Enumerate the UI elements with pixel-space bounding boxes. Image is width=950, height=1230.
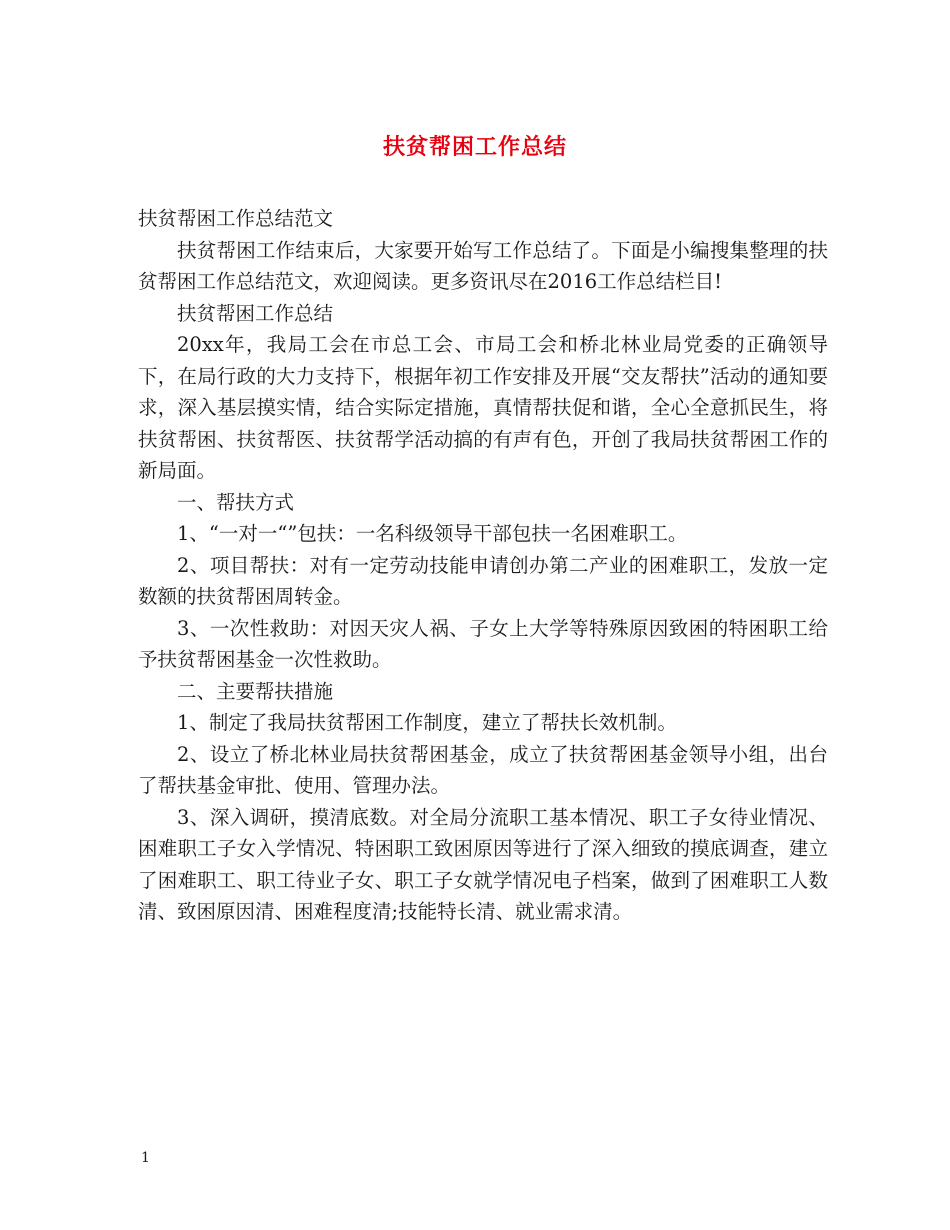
list-item: 2、设立了桥北林业局扶贫帮困基金，成立了扶贫帮困基金领导小组，出台了帮扶基金审批、使用、管理办法。 [138, 742, 828, 797]
list-item: 1、“一对一“”包扶：一名科级领导干部包扶一名困难职工。 [177, 522, 688, 545]
paragraph: 扶贫帮困工作总结 [177, 301, 334, 325]
page-number: 1 [141, 1150, 150, 1166]
paragraph: 扶贫帮困工作结束后，大家要开始写工作总结了。下面是小编搜集整理的扶贫帮困工作总结范文，欢迎阅读。更多资讯尽在2016工作总结栏目! [138, 238, 828, 293]
list-item: 3、深入调研，摸清底数。对全局分流职工基本情况、职工子女待业情况、困难职工子女入学情况、特困职工致困原因等进行了深入细致的摸底调查，建立了困难职工、职工待业子女、职工子女就学情况电子档案，做到了困难职工人数清、致困原因清、困难程度清;技能特长清、就业需求清。 [138, 805, 828, 923]
list-item: 2、项目帮扶：对有一定劳动技能申请创办第二产业的困难职工，发放一定数额的扶贫帮困周转金。 [138, 553, 828, 608]
document-body [138, 203, 828, 928]
section-heading: 一、帮扶方式 [177, 490, 295, 514]
section-heading: 二、主要帮扶措施 [177, 679, 334, 703]
document-title: 扶贫帮困工作总结 [382, 134, 567, 160]
list-item: 3、一次性救助：对因天灾人祸、子女上大学等特殊原因致困的特困职工给予扶贫帮困基金一次性救助。 [138, 616, 828, 671]
paragraph: 扶贫帮困工作总结范文 [138, 207, 334, 230]
list-item: 1、制定了我局扶贫帮困工作制度，建立了帮扶长效机制。 [177, 711, 677, 734]
paragraph: 20xx年，我局工会在市总工会、市局工会和桥北林业局党委的正确领导下，在局行政的大力支持下，根据年初工作安排及开展“交友帮扶”活动的通知要求，深入基层摸实情，结合实际定措施，真情帮扶促和谐，全心全意抓民生，将扶贫帮困、扶贫帮医、扶贫帮学活动搞的有声有色，开创了我局扶贫帮困工作的新局面。 [138, 333, 828, 482]
